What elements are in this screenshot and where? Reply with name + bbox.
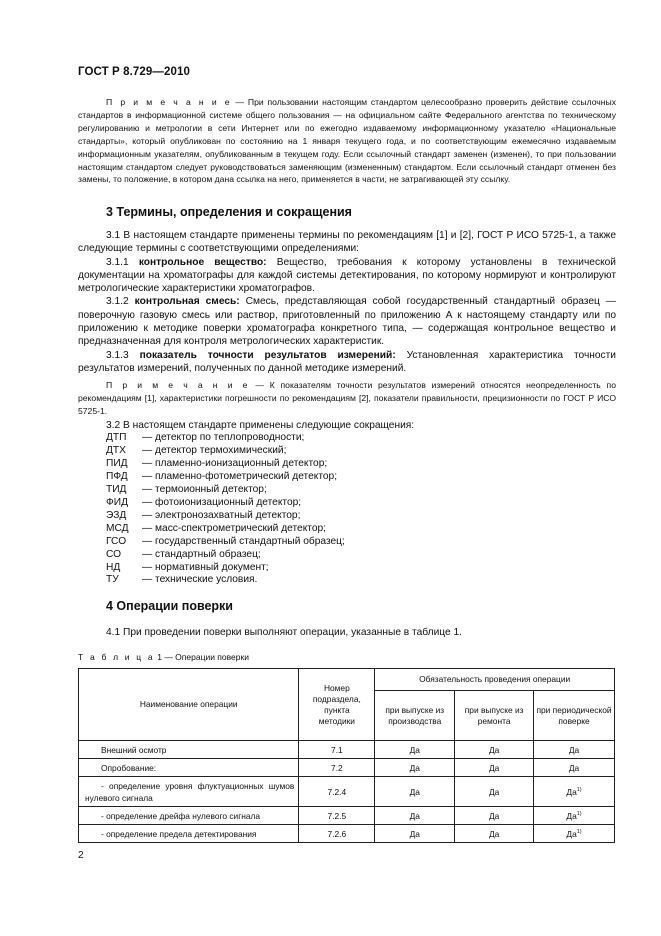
note-references (78, 96, 616, 186)
abbreviation-description: — детектор по теплопроводности; (142, 432, 305, 443)
section-3-title: 3 Термины, определения и сокращения (106, 205, 352, 219)
operations-table (78, 668, 615, 843)
table-row (79, 777, 615, 807)
term-3-1-3: 3.1.3 показатель точности результатов измерений: Установленная характеристика точности результатов измерений, полученных по данной методике измерений. (78, 349, 616, 374)
abbreviation-item (106, 574, 345, 587)
abbreviation-code: ПИД (106, 457, 128, 469)
paragraph-3-2: 3.2 В настоящем стандарте применены следующие сокращения: (106, 420, 415, 431)
abbreviation-item (106, 471, 345, 484)
header-section-number: Номер подраздела, пункта методики (299, 669, 375, 741)
release-production-value: Да (375, 807, 455, 825)
abbreviation-item (106, 445, 345, 458)
abbreviation-item (106, 523, 345, 536)
abbreviation-description: — фотоионизационный детектор; (142, 496, 302, 508)
section-4-title: 4 Операции поверки (106, 599, 233, 613)
operation-name: - определение уровня флуктуационных шумов нулевого сигнала (79, 777, 299, 807)
abbreviation-code: ТИД (106, 483, 127, 495)
abbreviation-description: — электронозахватный детектор; (142, 509, 301, 521)
term-3-1-2: 3.1.2 контрольная смесь: Смесь, представляющая собой государственный стандартный образец — поверочную газовую смесь или раствор, приготовленный по приложению А к настоящему стандарту или по приложению к методике поверки хроматографа конкретного типа, — содержащая контрольное вещество и предназначенная для контроля метрологических характеристик. (78, 296, 616, 348)
abbreviation-item (106, 458, 345, 471)
abbreviation-description: — детектор термохимический; (142, 444, 287, 456)
abbreviation-item (106, 497, 345, 510)
header-periodic: при периодической поверке (534, 691, 615, 741)
section-number: 7.2.5 (299, 807, 375, 825)
header-release-production: при выпуске из производства (375, 691, 455, 741)
abbreviation-code: ПФД (106, 470, 128, 482)
abbreviation-item (106, 536, 345, 549)
abbreviation-code: НД (106, 561, 121, 573)
abbreviation-code: МСД (106, 522, 129, 534)
abbreviation-item (106, 432, 345, 445)
table-row (79, 807, 615, 825)
abbreviation-item (106, 562, 345, 575)
operation-name: Внешний осмотр (79, 741, 299, 759)
abbreviation-description: — термоионный детектор; (142, 483, 267, 495)
operation-name: - определение дрейфа нулевого сигнала (79, 807, 299, 825)
abbreviation-description: — государственный стандартный образец; (142, 535, 345, 547)
table-row (79, 741, 615, 759)
release-repair-value: Да (455, 759, 534, 777)
section-number: 7.1 (299, 741, 375, 759)
abbreviation-code: СО (106, 548, 122, 560)
term-3-1-2-name: контрольная смесь: (134, 296, 240, 308)
release-production-value: Да (375, 741, 455, 759)
footnote-mark: 1) (576, 828, 582, 835)
term-3-1-3-name: показатель точности результатов измерений: (139, 349, 396, 361)
note-text: — При пользовании настоящим стандартом целесообразно проверить действие ссылочных стандартов в информационной системе общего пользования — на официальном сайте Федерального агентства по техническому регулированию и метрологии в сети Интернет или по ежегодно издаваемому информационному указателю «Национальные стандарты», который опубликован по состоянию на 1 января текущего года, и по соответствующим ежемесячно издаваемым информационным указателям, опубликованным в текущем году. Если ссылочный стандарт заменен (изменен), то при пользовании настоящим стандартом следует руководствоваться заменяющим (измененным) стандартом. Если ссылочный стандарт отменен без замены, то положение, в котором дана ссылка на него, применяется в части, не затрагивающей эту ссылку. (78, 97, 616, 185)
abbreviation-code: ЭЗД (106, 509, 127, 521)
table-row (79, 825, 615, 843)
abbreviation-code: ТУ (106, 574, 119, 586)
periodic-value: Да (534, 741, 615, 759)
abbreviation-code: ДТХ (106, 444, 126, 456)
note-label: П р и м е ч а н и е (106, 380, 250, 390)
footnote-mark: 1) (576, 786, 582, 793)
note-label: П р и м е ч а н и е (106, 97, 232, 107)
header-operation-name: Наименование операции (79, 669, 299, 741)
table-row (79, 759, 615, 777)
abbreviation-item (106, 549, 345, 562)
abbreviation-list (106, 432, 345, 587)
term-3-1-1: 3.1.1 контрольное вещество: Вещество, требования к которому установлены в технической документации на хроматографы для каждой системы детектирования, по которому нормируют и контролируют метрологические характеристики хроматографов. (78, 256, 616, 295)
term-3-1-1-name: контрольное вещество: (138, 256, 267, 268)
periodic-value: $Да^{1)}$ (534, 777, 615, 807)
periodic-value: $Да^{1)}$ (534, 825, 615, 843)
document-header: ГОСТ Р 8.729—2010 (78, 66, 190, 78)
paragraph-3-1: 3.1 В настоящем стандарте применены термины по рекомендациям [1] и [2], ГОСТ Р ИСО 5725-1, а также следующие термины с соответствующими определениями: (78, 230, 616, 255)
section-number: 7.2 (299, 759, 375, 777)
release-production-value: Да (375, 759, 455, 777)
abbreviation-code: ГСО (106, 535, 127, 547)
release-repair-value: Да (455, 777, 534, 807)
release-repair-value: Да (455, 741, 534, 759)
header-release-repair: при выпуске из ремонта (455, 691, 534, 741)
section-number: 7.2.6 (299, 825, 375, 843)
paragraph-4-1: 4.1 При проведении поверки выполняют операции, указанные в таблице 1. (106, 627, 462, 638)
abbreviation-description: — масс-спектрометрический детектор; (142, 522, 326, 534)
page-number: 2 (78, 850, 84, 861)
release-production-value: Да (375, 777, 455, 807)
abbreviation-description: — стандартный образец; (142, 548, 261, 560)
operation-name: - определение предела детектирования (79, 825, 299, 843)
release-repair-value: Да (455, 825, 534, 843)
abbreviation-description: — пламенно-ионизационный детектор; (142, 457, 328, 469)
note-accuracy (78, 379, 616, 418)
release-production-value: Да (375, 825, 455, 843)
table-caption: Т а б л и ц а 1 — Операции поверки (78, 652, 249, 662)
footnote-mark: 1) (576, 810, 582, 817)
section-3-body (78, 229, 616, 375)
header-obligation: Обязательность проведения операции (375, 669, 615, 691)
section-number: 7.2.4 (299, 777, 375, 807)
abbreviation-item (106, 510, 345, 523)
abbreviation-description: — нормативный документ; (142, 561, 269, 573)
periodic-value: $Да^{1)}$ (534, 807, 615, 825)
abbreviation-item (106, 484, 345, 497)
note-text: — К показателям точности результатов измерений относятся неопределенность по рекомендациям [1], характеристики погрешности по рекомендациям [2], показатели правильности, прецизионности по ГОСТ Р ИСО 5725-1. (78, 380, 616, 416)
abbreviation-description: — пламенно-фотометрический детектор; (142, 470, 338, 482)
release-repair-value: Да (455, 807, 534, 825)
periodic-value: Да (534, 759, 615, 777)
abbreviation-description: — технические условия. (142, 574, 258, 586)
operation-name: Опробование: (79, 759, 299, 777)
abbreviation-code: ДТП (106, 432, 127, 443)
abbreviation-code: ФИД (106, 496, 128, 508)
